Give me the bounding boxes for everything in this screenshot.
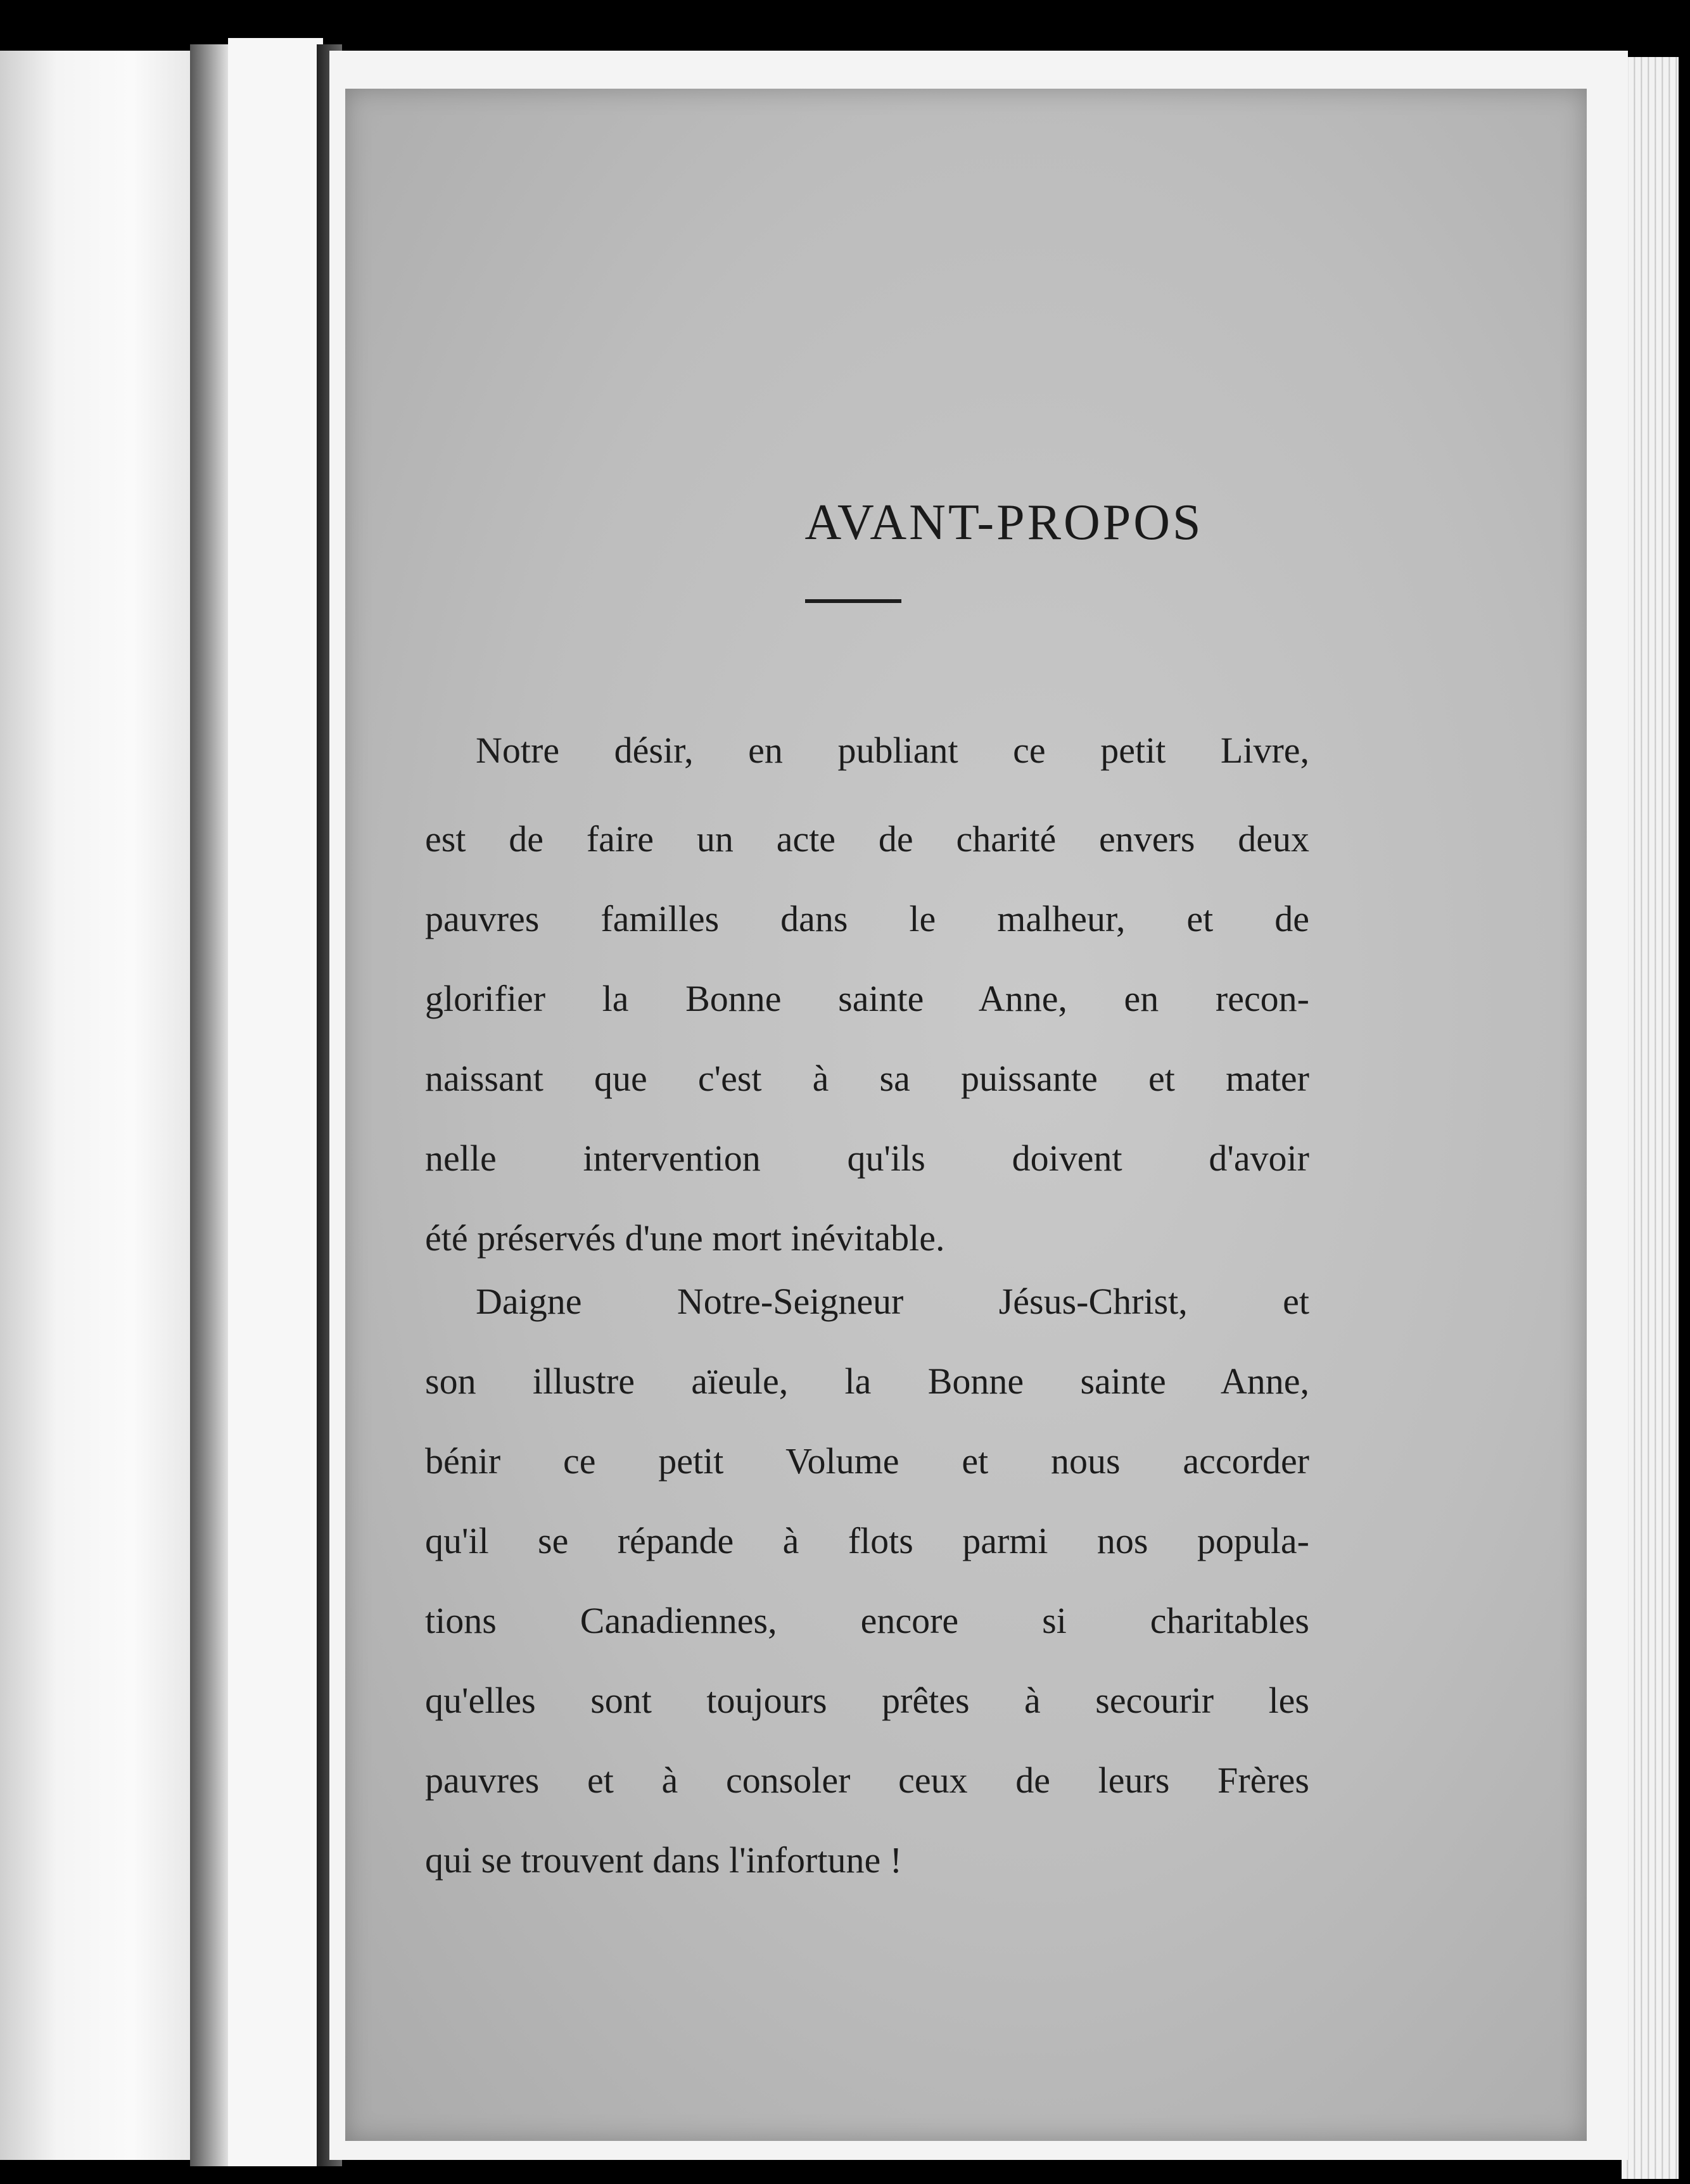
text-line: naissant que c'est à sa puissante et mater bbox=[425, 1058, 1309, 1099]
printed-page bbox=[345, 89, 1587, 2141]
text-line: qu'elles sont toujours prêtes à secourir les bbox=[425, 1680, 1309, 1721]
text-line: nelle intervention qu'ils doivent d'avoir bbox=[425, 1138, 1309, 1179]
page-title: AVANT-PROPOS bbox=[804, 495, 1204, 550]
left-page-edge bbox=[0, 51, 190, 2160]
text-line: est de faire un acte de charité envers deux bbox=[425, 818, 1309, 860]
text-line: été préservés d'une mort inévitable. bbox=[425, 1217, 945, 1259]
title-rule bbox=[805, 599, 901, 603]
text-line: Notre désir, en publiant ce petit Livre, bbox=[476, 730, 1309, 771]
text-line: tions Canadiennes, encore si charitables bbox=[425, 1600, 1309, 1641]
text-line: bénir ce petit Volume et nous accorder bbox=[425, 1440, 1309, 1482]
text-line: glorifier la Bonne sainte Anne, en recon- bbox=[425, 978, 1309, 1019]
text-line: qui se trouvent dans l'infortune ! bbox=[425, 1839, 903, 1881]
gutter-margin bbox=[228, 38, 323, 2166]
gutter-shadow bbox=[190, 44, 228, 2166]
text-line: qu'il se répande à flots parmi nos popula- bbox=[425, 1520, 1309, 1561]
right-page-edges bbox=[1622, 57, 1679, 2179]
text-line: Daigne Notre-Seigneur Jésus-Christ, et bbox=[476, 1281, 1309, 1322]
text-line: pauvres et à consoler ceux de leurs Frères bbox=[425, 1760, 1309, 1801]
text-line: son illustre aïeule, la Bonne sainte Anne, bbox=[425, 1361, 1309, 1402]
text-line: pauvres familles dans le malheur, et de bbox=[425, 898, 1309, 939]
